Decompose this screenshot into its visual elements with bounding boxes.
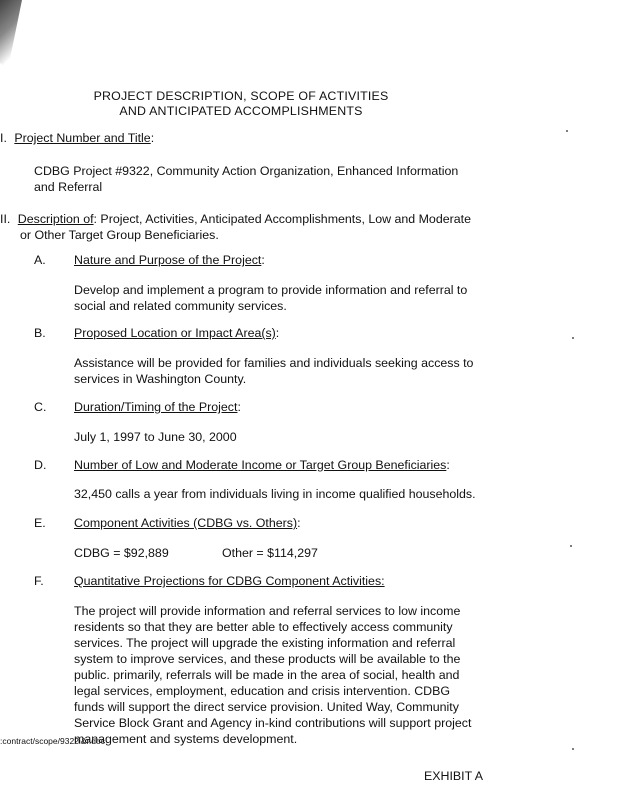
item-b-heading: Proposed Location or Impact Area(s): [74, 326, 280, 340]
document-title-line-1: PROJECT DESCRIPTION, SCOPE OF ACTIVITIES [93, 89, 389, 103]
item-f-body-line: legal services, employment, education and crisis intervention. CDBG [74, 684, 451, 698]
item-d-letter: D. [34, 458, 47, 472]
item-f-body-line: services. The project will upgrade the existing information and referral [74, 636, 456, 650]
scan-speck [566, 130, 568, 132]
item-f-body-line: Service Block Grant and Agency in-kind contributions will support project [74, 716, 472, 730]
item-e-cdbg-amount: CDBG = $92,889 [74, 546, 169, 560]
item-b-body-line-2: services in Washington County. [74, 372, 247, 386]
item-a-heading: Nature and Purpose of the Project: [74, 253, 265, 267]
item-c-heading: Duration/Timing of the Project: [74, 400, 241, 414]
section-2-heading-line-2: or Other Target Group Beneficiaries. [20, 228, 219, 242]
item-b-body-line-1: Assistance will be provided for families and individuals seeking access to [74, 356, 474, 370]
item-a-body-line-1: Develop and implement a program to provide information and referral to [74, 283, 468, 297]
section-1-body-line-2: and Referral [34, 180, 103, 194]
scan-speck [572, 748, 574, 750]
item-b-letter: B. [34, 326, 46, 340]
item-d-body-line-1: 32,450 calls a year from individuals living in income qualified households. [74, 487, 476, 501]
document-title-line-2: AND ANTICIPATED ACCOMPLISHMENTS [119, 104, 363, 118]
item-f-body-line: The project will provide information and referral services to low income [74, 604, 461, 618]
file-path-footer: :contract/scope/9322i&r.doc [0, 736, 105, 746]
section-heading: Description of [17, 212, 94, 226]
item-f-body-line: residents so that they are better able to effectively access community [74, 620, 453, 634]
section-2-heading: II. Description of: Project, Activities, Anticipated Accomplishments, Low and Moderate [0, 212, 471, 226]
item-f-body [74, 603, 471, 747]
section-numeral: I. [0, 131, 7, 145]
item-f-body-line: system to improve services, and these products will be available to the [74, 652, 461, 666]
scan-speck [570, 545, 572, 547]
item-e-other-amount: Other = $114,297 [222, 546, 318, 560]
exhibit-label: EXHIBIT A [424, 769, 483, 783]
scan-artifact [0, 0, 22, 70]
item-f-body-line: funds will support the direct service provision. United Way, Community [74, 700, 459, 714]
item-e-heading: Component Activities (CDBG vs. Others): [74, 516, 301, 530]
item-c-body-line-1: July 1, 1997 to June 30, 2000 [74, 430, 237, 444]
section-numeral: II. [0, 212, 11, 226]
item-f-body-line: public. primarily, referrals will be made in the area of social, health and [74, 668, 460, 682]
item-d-heading: Number of Low and Moderate Income or Target Group Beneficiaries: [74, 458, 450, 472]
item-e-letter: E. [34, 516, 46, 530]
section-1-body-line-1: CDBG Project #9322, Community Action Organization, Enhanced Information [34, 164, 459, 178]
item-a-body-line-2: social and related community services. [74, 299, 287, 313]
item-a-letter: A. [34, 253, 46, 267]
section-1-heading: I. Project Number and Title: [0, 131, 155, 145]
item-c-letter: C. [34, 400, 47, 414]
item-f-body-line: management and systems development. [74, 732, 298, 746]
item-f-letter: F. [34, 574, 44, 588]
item-f-heading: Quantitative Projections for CDBG Component Activities: [74, 574, 385, 588]
section-heading: Project Number and Title [14, 131, 151, 145]
scan-speck [572, 337, 574, 339]
